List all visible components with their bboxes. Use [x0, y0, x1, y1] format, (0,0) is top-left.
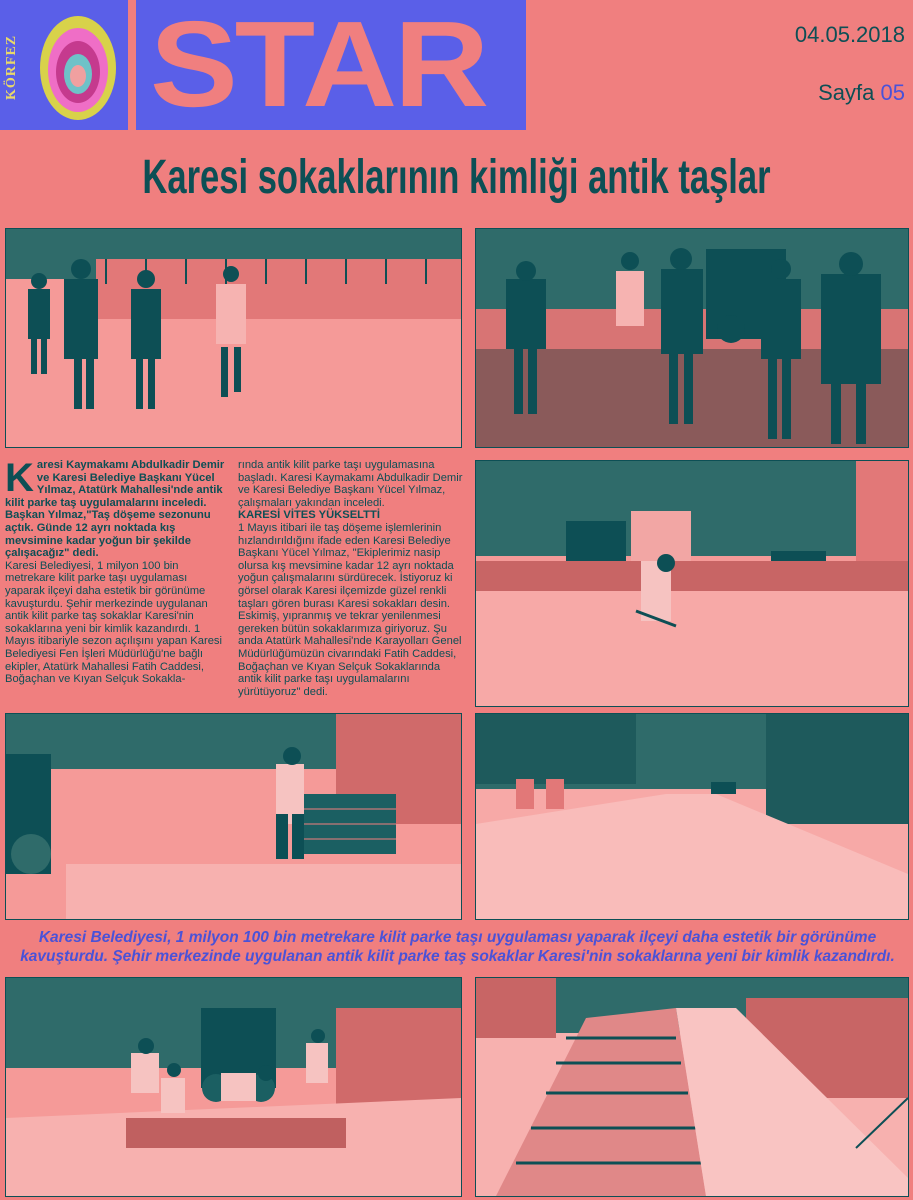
article-subhead: KARESİ VİTES YÜKSELTTİ — [238, 509, 380, 522]
photo-officials-meeting — [475, 228, 909, 448]
article-column-2 — [238, 459, 466, 698]
page-number: 05 — [880, 80, 905, 105]
photo-officials-walking — [5, 228, 462, 448]
article-paragraph-3: 1 Mayıs itibari ile taş döşeme işlemlerinin hızlandırıldığını ifade eden Karesi Belediye Başkanı Yücel Yılmaz, "Ekiplerimiz nasip olursa kış mevsimine kadar 12 ayrı noktada yoğun çalışmalarını sürdürecek. İstiyoruz ki görsel olarak Karesi ilçemizde güzel renkli taşları gören burası Karesi sokakları desin. Eskimiş, yıpranmış ve tekrar yenilenmesi gereken bütün sokaklarımıza giriyoruz. Şu anda Atatürk Mahallesi'nde Karayolları Genel Müdürlüğümüzün civarındaki Fatih Caddesi, Boğaçhan ve Kıyan Selçuk Sokaklarında antik kilit parke taşı uygulamalarını yürütüyoruz" dedi. — [238, 521, 462, 698]
photo-caption: Karesi Belediyesi, 1 milyon 100 bin metrekare kilit parke taşı uygulaması yaparak ilçeyi daha estetik bir görünüme kavuşturdu. Şehir merkezinde uygulanan antik kilit parke taş sokaklar Karesi'nin sokaklarına yeni bir kimlik kazandırdı. — [20, 929, 895, 965]
issue-date: 04.05.2018 — [794, 22, 905, 47]
logo-text: KÖRFEZ — [4, 34, 19, 100]
headline: Karesi sokaklarının kimliği antik taşlar — [142, 151, 771, 204]
photo-worker-sweeping — [475, 460, 909, 707]
photo-paving-stones-pallet — [5, 713, 462, 920]
photo-empty-street — [475, 713, 909, 920]
masthead-title: STAR — [150, 0, 486, 132]
article-column-1 — [5, 456, 230, 686]
egg-logo-icon — [38, 10, 118, 122]
photo-paved-sidewalk — [475, 977, 909, 1197]
article-dropcap: K — [5, 456, 34, 500]
article-paragraph-1: Karesi Belediyesi, 1 milyon 100 bin metrekare kilit parke taşı uygulaması yaparak ilçeyi daha estetik bir görünüme kavuşturdu. Şehir merkezinde uygulanan antik kilit parke taş sokaklar Karesi'nin sokaklarına yeni bir kimlik kazandırdı. 1 Mayıs itibariyle sezon açılışını yapan Karesi Belediyesi Fen İşleri Müdürlüğü'ne bağlı ekipler, Atatürk Mahallesi Fatih Caddesi, Boğaçhan ve Kıyan Selçuk Sokakla- — [5, 559, 223, 686]
article-lead: aresi Kaymakamı Abdulkadir Demir ve Karesi Belediye Başkanı Yücel Yılmaz, Atatürk Mahallesi'nde antik kilit parke taş uygulamalarını inceledi. Başkan Yılmaz,"Taş döşeme sezonunu açtık. Günde 12 ayrı noktada kış mevsimine kadar yoğun bir şekilde çalışacağız" dedi. — [5, 459, 225, 560]
page-indicator — [818, 80, 905, 106]
article-paragraph-2: rında antik kilit parke taşı uygulamasına başladı. Karesi Kaymakamı Abdulkadir Demir ve Karesi Belediye Başkanı Yücel Yılmaz, çalışmaları yakından inceledi. — [238, 459, 463, 509]
page-label: Sayfa — [818, 80, 875, 105]
photo-workers-laying-stones — [5, 977, 462, 1197]
